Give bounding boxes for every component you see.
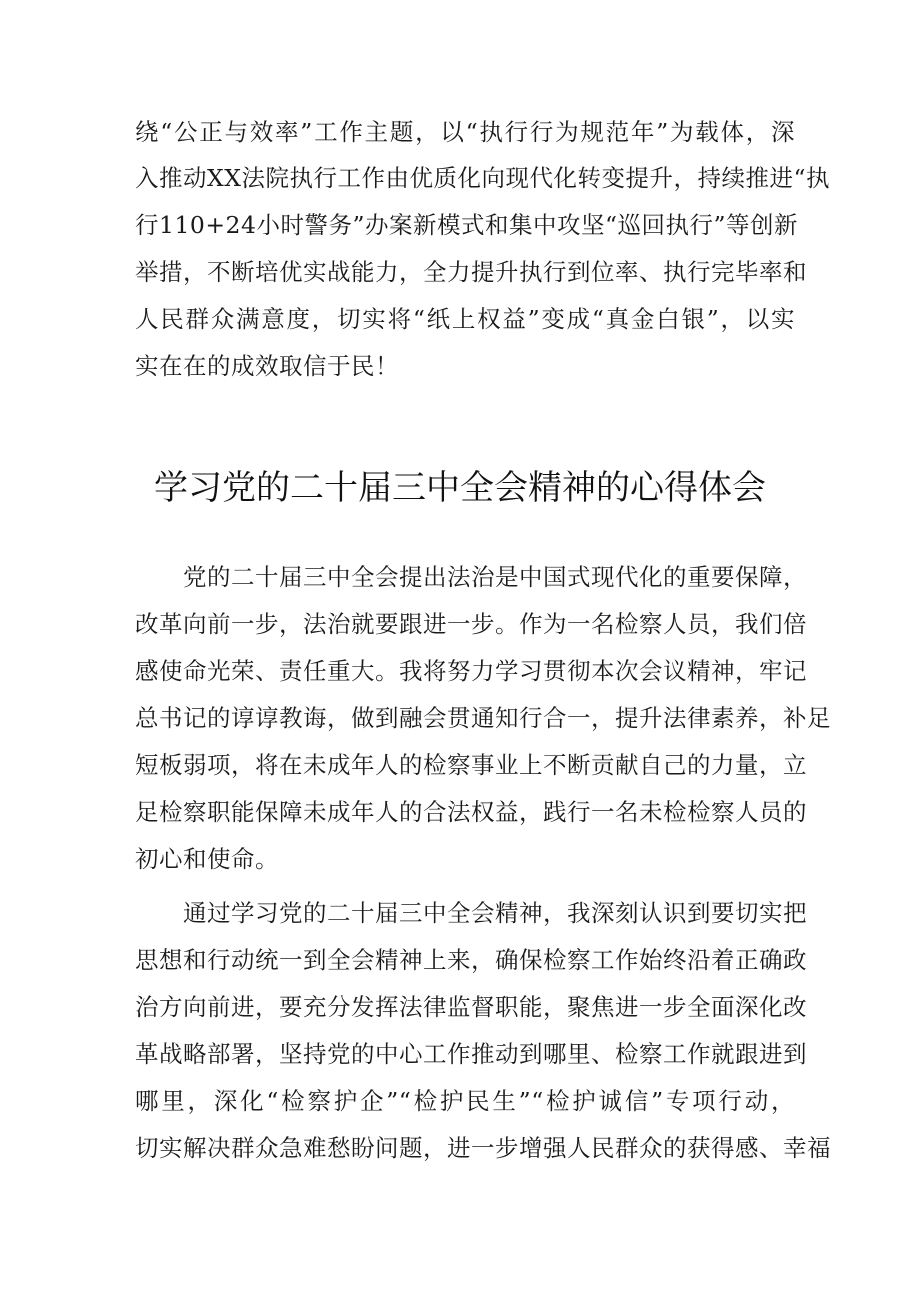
section-title: 学习党的二十届三中全会精神的心得体会 [154,468,766,508]
paragraph-line: 人民群众满意度，切实将“纸上权益”变成“真金白银”，以实 [135,305,795,333]
paragraph-line: 总书记的谆谆教诲，做到融会贯通知行合一，提升法律素养，补足 [135,704,831,732]
paragraph-line: 足检察职能保障未成年人的合法权益，践行一名未检检察人员的 [135,798,807,826]
paragraph-line: 革战略部署，坚持党的中心工作推动到哪里、检察工作就跟进到 [135,1040,807,1068]
paragraph-line: 改革向前一步，法治就要跟进一步。作为一名检察人员，我们倍 [135,610,807,638]
paragraph-line: 切实解决群众急难愁盼问题，进一步增强人民群众的获得感、幸福 [135,1134,831,1162]
paragraph-line: 通过学习党的二十届三中全会精神，我深刻认识到要切实把 [183,899,807,927]
paragraph-line: 感使命光荣、责任重大。我将努力学习贯彻本次会议精神，牢记 [135,657,807,685]
paragraph-line: 举措，不断培优实战能力，全力提升执行到位率、执行完毕率和 [135,258,807,286]
paragraph-line: 哪里，深化“检察护企”“检护民生”“检护诚信”专项行动， [135,1087,795,1115]
paragraph-line: 初心和使命。 [135,845,279,873]
paragraph-line: 思想和行动统一到全会精神上来，确保检察工作始终沿着正确政 [135,946,807,974]
paragraph-line: 实在在的成效取信于民！ [135,352,399,380]
paragraph-line: 短板弱项，将在未成年人的检察事业上不断贡献自己的力量，立 [135,751,807,779]
paragraph-line: 行110+24小时警务”办案新模式和集中攻坚“巡回执行”等创新 [135,211,798,239]
paragraph-line: 治方向前进，要充分发挥法律监督职能，聚焦进一步全面深化改 [135,993,807,1021]
paragraph-line: 党的二十届三中全会提出法治是中国式现代化的重要保障， [183,563,807,591]
paragraph-line: 绕“公正与效率”工作主题，以“执行行为规范年”为载体，深 [135,118,795,146]
paragraph-line: 入推动XX法院执行工作由优质化向现代化转变提升，持续推进“执 [135,164,830,192]
